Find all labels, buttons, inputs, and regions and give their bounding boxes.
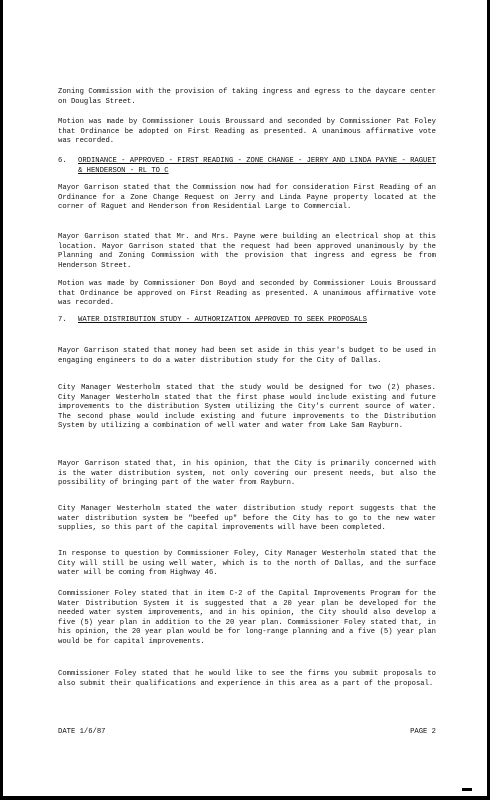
item-7-number: 7. — [58, 316, 67, 324]
paragraph-motion-broussard: Motion was made by Commissioner Louis Broussard and seconded by Commissioner Pat Foley that Ordinance be adopted on First Reading as presented. A unanimous affirmative vote was recorded. — [58, 118, 436, 146]
scan-speck — [462, 788, 472, 791]
paragraph-zoning-provision: Zoning Commission with the provision of taking ingress and egress to the daycare center on Douglas Street. — [58, 88, 436, 106]
footer-page-number: PAGE 2 — [410, 728, 436, 736]
paragraph-motion-boyd: Motion was made by Commissioner Don Boyd and seconded by Commissioner Louis Broussard that Ordinance be approved on First Reading as presented. A unanimous affirmative vote was recorded. — [58, 280, 436, 308]
paragraph-payne-electrical-shop: Mayor Garrison stated that Mr. and Mrs. Payne were building an electrical shop at this location. Mayor Garrison stated that the request had been approved unanimously by the Planning and Zoning Commission with the provision that ingress and egress be from Henderson Street. — [58, 233, 436, 270]
paragraph-well-water: In response to question by Commissioner Foley, City Manager Westerholm stated that the City will still be using well water, which is to the north of Dallas, and the surface water will be coming from Highway 46. — [58, 550, 436, 578]
footer-date: DATE 1/6/87 — [58, 728, 106, 736]
paragraph-two-phases: City Manager Westerholm stated that the study would be designed for two (2) phases. City Manager Westerholm stated that the first phase would include existing and future improvements to the distribution System utilizing the City's current source of water. The second phase would include existing and future improvements to the Distribution System by utilizing a combination of well water and water from Lake Sam Rayburn. — [58, 384, 436, 431]
paragraph-budget-study: Mayor Garrison stated that money had been set aside in this year's budget to be used in engaging engineers to do a water distribution study for the City of Dallas. — [58, 347, 436, 365]
paragraph-capital-plan: Commissioner Foley stated that in item C-2 of the Capital Improvements Program for the Water Distribution System it is suggested that a 20 year plan be developed for the needed water system improvements, and in his opinion, the City should also develop a five (5) year plan in addition to the 20 year plan. Commissioner Foley stated that, in his opinion, the 20 year plan would be for long-range planning and a five (5) year plan would be for capital improvements. — [58, 590, 436, 646]
paragraph-zone-change-request: Mayor Garrison stated that the Commission now had for consideration First Reading of an Ordinance for a Zone Change Request on Jerry and Linda Payne property located at the corner of Raguet and Henderson from Residential Large to Commercial. — [58, 184, 436, 212]
scan-edge-left — [0, 0, 3, 800]
item-6-title: ORDINANCE - APPROVED - FIRST READING - ZONE CHANGE - JERRY AND LINDA PAYNE - RAGUET & HENDERSON - RL TO C — [78, 157, 436, 175]
scan-edge-bottom — [0, 796, 490, 800]
paragraph-beefed-up: City Manager Westerholm stated the water distribution study report suggests that the water distribution system be "beefed up" before the City has to go to the new water supplies, so this part of the capital improvements will have been completed. — [58, 505, 436, 533]
paragraph-mayor-opinion: Mayor Garrison stated that, in his opinion, that the City is primarily concerned with is the water distribution system, not only covering our present needs, but also the possibility of bringing part of the water from Rayburn. — [58, 460, 436, 488]
paragraph-proposals: Commissioner Foley stated that he would like to see the firms you submit proposals to also submit their qualifications and experience in this area as a part of the proposal. — [58, 670, 436, 688]
item-6-number: 6. — [58, 157, 67, 165]
page-footer — [58, 728, 436, 738]
item-6-heading — [58, 157, 436, 176]
item-7-heading — [58, 316, 436, 326]
item-7-title: WATER DISTRIBUTION STUDY - AUTHORIZATION APPROVED TO SEEK PROPOSALS — [78, 316, 367, 324]
